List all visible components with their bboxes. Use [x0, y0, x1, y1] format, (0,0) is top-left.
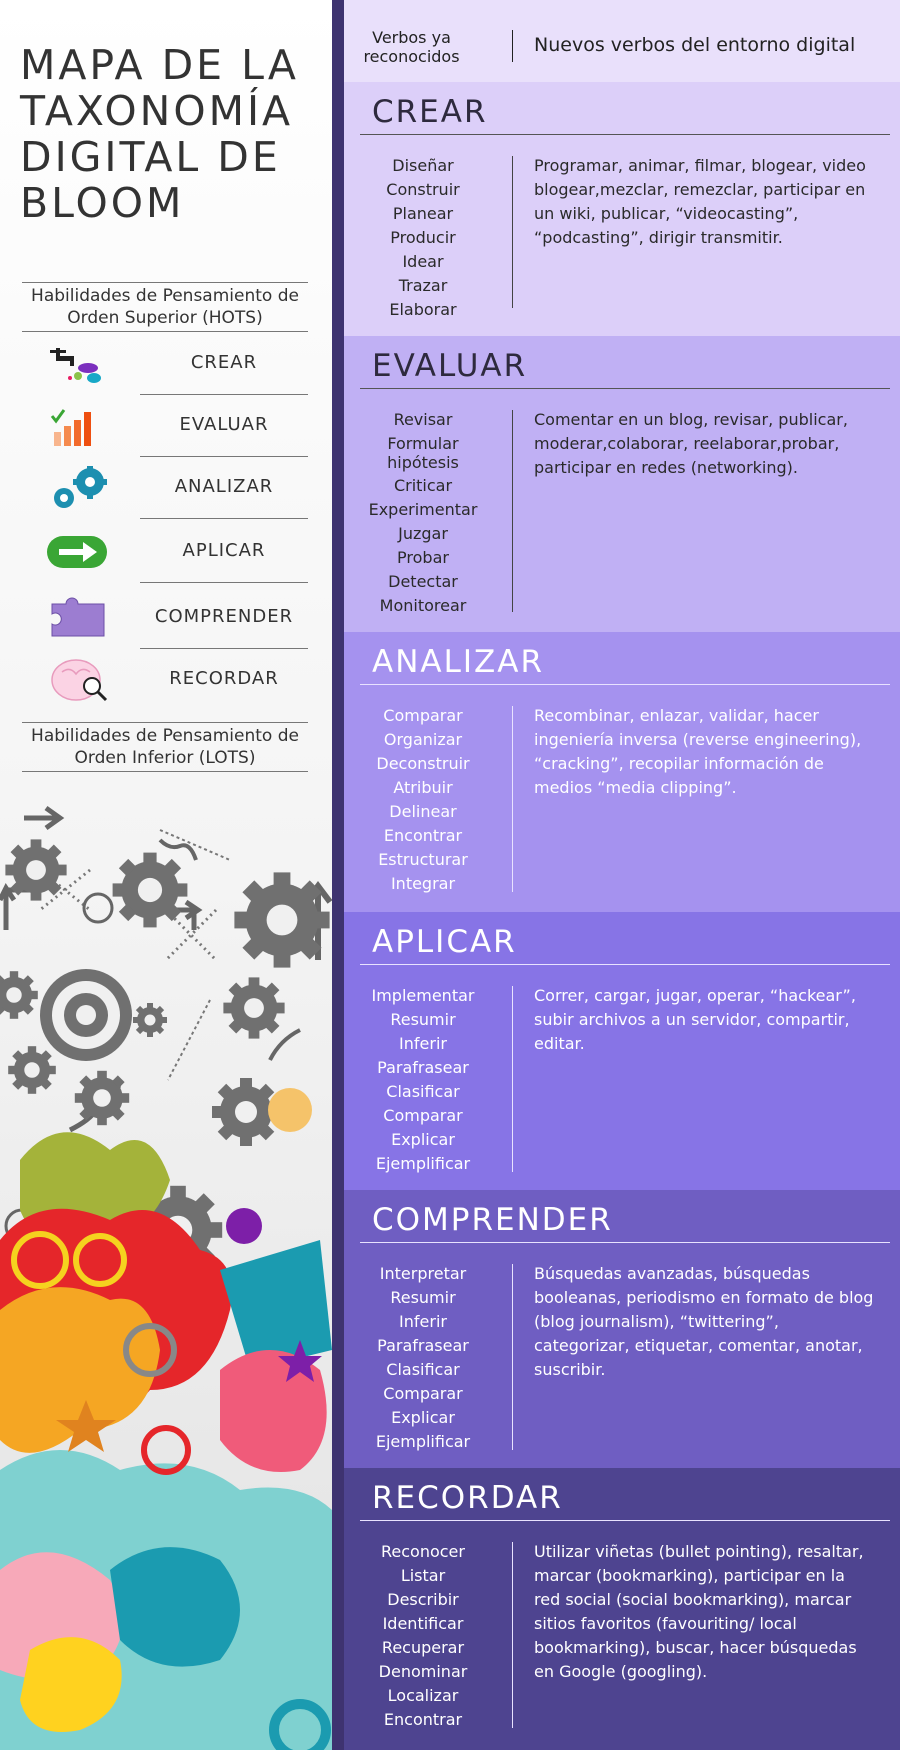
verb-item: Organizar [383, 730, 463, 749]
lots-label: Habilidades de Pensamiento de Orden Inferior (LOTS) [22, 722, 308, 772]
puzzle-piece-icon [48, 596, 112, 640]
digital-verbs-description: Correr, cargar, jugar, operar, “hackear”, subir archivos a un servidor, compartir, editar. [534, 986, 856, 1053]
verb-item: Encontrar [383, 826, 463, 845]
column-divider [512, 410, 513, 612]
digital-verbs-description: Programar, animar, filmar, blogear, video blogear,mezclar, remezclar, participar en un wiki, publicar, “videocasting”, “podcasting”, dirigir transmitir. [534, 156, 866, 247]
verb-item: Monitorear [379, 596, 467, 615]
verb-item: Idear [402, 252, 444, 271]
level-evaluar [0, 394, 310, 456]
verb-item: Elaborar [389, 300, 457, 319]
gears-icon [48, 466, 112, 510]
section-recordar [344, 1468, 900, 1750]
verb-item: Inferir [399, 1312, 447, 1331]
verb-item: Clasificar [386, 1360, 460, 1379]
verb-item: Producir [390, 228, 456, 247]
verb-item: Formular hipótesis [387, 434, 459, 472]
verb-item: Estructurar [378, 850, 468, 869]
level-crear [0, 332, 310, 394]
verb-item: Delinear [389, 802, 457, 821]
verb-item: Interpretar [379, 1264, 467, 1283]
verb-item: Comparar [383, 706, 463, 725]
section-aplicar [344, 912, 900, 1190]
verb-item: Diseñar [392, 156, 454, 175]
arrow-right-icon [34, 530, 120, 574]
center-divider [332, 0, 344, 1750]
verb-item: Explicar [391, 1408, 455, 1427]
verb-item: Implementar [371, 986, 475, 1005]
header-new-verbs: Nuevos verbos del entorno digital [534, 34, 856, 56]
verb-item: Identificar [382, 1614, 464, 1633]
verb-item: Revisar [393, 410, 453, 429]
section-rule [360, 388, 890, 389]
section-rule [360, 684, 890, 685]
hots-label: Habilidades de Pensamiento de Orden Superior (HOTS) [22, 282, 308, 332]
level-comprender [0, 586, 310, 648]
known-verbs-list [364, 1540, 482, 1732]
column-header [344, 0, 900, 82]
known-verbs-list [364, 408, 482, 618]
column-divider [512, 706, 513, 892]
section-title: APLICAR [372, 924, 517, 960]
verb-item: Planear [392, 204, 454, 223]
verb-item: Deconstruir [376, 754, 470, 773]
level-label: COMPRENDER [140, 586, 308, 649]
verb-item: Listar [400, 1566, 446, 1585]
right-panel [344, 0, 900, 1750]
column-divider [512, 1542, 513, 1728]
verb-item: Resumir [390, 1288, 456, 1307]
decorative-illustration [0, 790, 332, 1750]
level-recordar [0, 648, 310, 710]
verb-item: Reconocer [381, 1542, 465, 1561]
faucet-splash-icon [48, 342, 112, 386]
left-panel [0, 0, 332, 1750]
verb-item: Comparar [383, 1384, 463, 1403]
header-divider [512, 30, 513, 62]
verb-item: Detectar [388, 572, 458, 591]
verb-item: Ejemplificar [375, 1154, 471, 1173]
verb-item: Localizar [387, 1686, 459, 1705]
level-label: APLICAR [140, 520, 308, 583]
verb-item: Experimentar [368, 500, 478, 519]
verb-item: Probar [397, 548, 449, 567]
level-label: ANALIZAR [140, 456, 308, 519]
verb-item: Describir [387, 1590, 459, 1609]
verb-item: Resumir [390, 1010, 456, 1029]
section-evaluar [344, 336, 900, 632]
section-title: COMPRENDER [372, 1202, 613, 1238]
level-analizar [0, 456, 310, 518]
digital-verbs-description: Recombinar, enlazar, validar, hacer ingeniería inversa (reverse engineering), “cracking”, recopilar información de medios “media clipping”. [534, 706, 862, 797]
level-label: CREAR [140, 332, 308, 395]
known-verbs-list [364, 704, 482, 896]
verb-item: Recuperar [381, 1638, 465, 1657]
column-divider [512, 1264, 513, 1450]
verb-item: Parafrasear [377, 1058, 469, 1077]
verb-item: Juzgar [398, 524, 448, 543]
section-title: CREAR [372, 94, 488, 130]
brain-magnifier-icon [48, 658, 112, 702]
digital-verbs-description: Utilizar viñetas (bullet pointing), resaltar, marcar (bookmarking), participar en la red social (social bookmarking), marcar sitios favoritos (favouriting/ local bookmarking), buscar, hacer búsquedas en Google (googling). [534, 1542, 864, 1681]
level-label: EVALUAR [140, 394, 308, 457]
section-rule [360, 134, 890, 135]
section-comprender [344, 1190, 900, 1468]
page-title: MAPA DE LA TAXONOMÍA DIGITAL DE BLOOM [20, 41, 299, 227]
verb-item: Criticar [393, 476, 453, 495]
verb-item: Clasificar [386, 1082, 460, 1101]
verb-item: Ejemplificar [375, 1432, 471, 1451]
verb-item: Construir [386, 180, 460, 199]
verb-item: Parafrasear [377, 1336, 469, 1355]
section-analizar [344, 632, 900, 912]
bar-chart-check-icon [48, 404, 112, 448]
verb-item: Encontrar [383, 1710, 463, 1729]
section-rule [360, 964, 890, 965]
section-crear [344, 82, 900, 336]
verb-item: Integrar [390, 874, 456, 893]
header-known-verbs: Verbos ya reconocidos [363, 28, 460, 66]
section-rule [360, 1520, 890, 1521]
digital-verbs-description: Búsquedas avanzadas, búsquedas booleanas, periodismo en formato de blog (blog journalism), “twittering”, categorizar, etiquetar, comentar, anotar, suscribir. [534, 1264, 874, 1379]
digital-verbs-description: Comentar en un blog, revisar, publicar, moderar,colaborar, reelaborar,probar, participar en redes (networking). [534, 410, 848, 477]
known-verbs-list [364, 1262, 482, 1454]
section-rule [360, 1242, 890, 1243]
verb-item: Denominar [378, 1662, 468, 1681]
verb-item: Explicar [391, 1130, 455, 1149]
verb-item: Trazar [398, 276, 448, 295]
known-verbs-list [364, 154, 482, 322]
section-title: EVALUAR [372, 348, 528, 384]
section-title: RECORDAR [372, 1480, 563, 1516]
column-divider [512, 986, 513, 1172]
verb-item: Inferir [399, 1034, 447, 1053]
known-verbs-list [364, 984, 482, 1176]
verb-item: Atribuir [393, 778, 453, 797]
verb-item: Comparar [383, 1106, 463, 1125]
level-aplicar [0, 520, 310, 582]
level-label: RECORDAR [169, 668, 279, 689]
section-title: ANALIZAR [372, 644, 544, 680]
column-divider [512, 156, 513, 308]
